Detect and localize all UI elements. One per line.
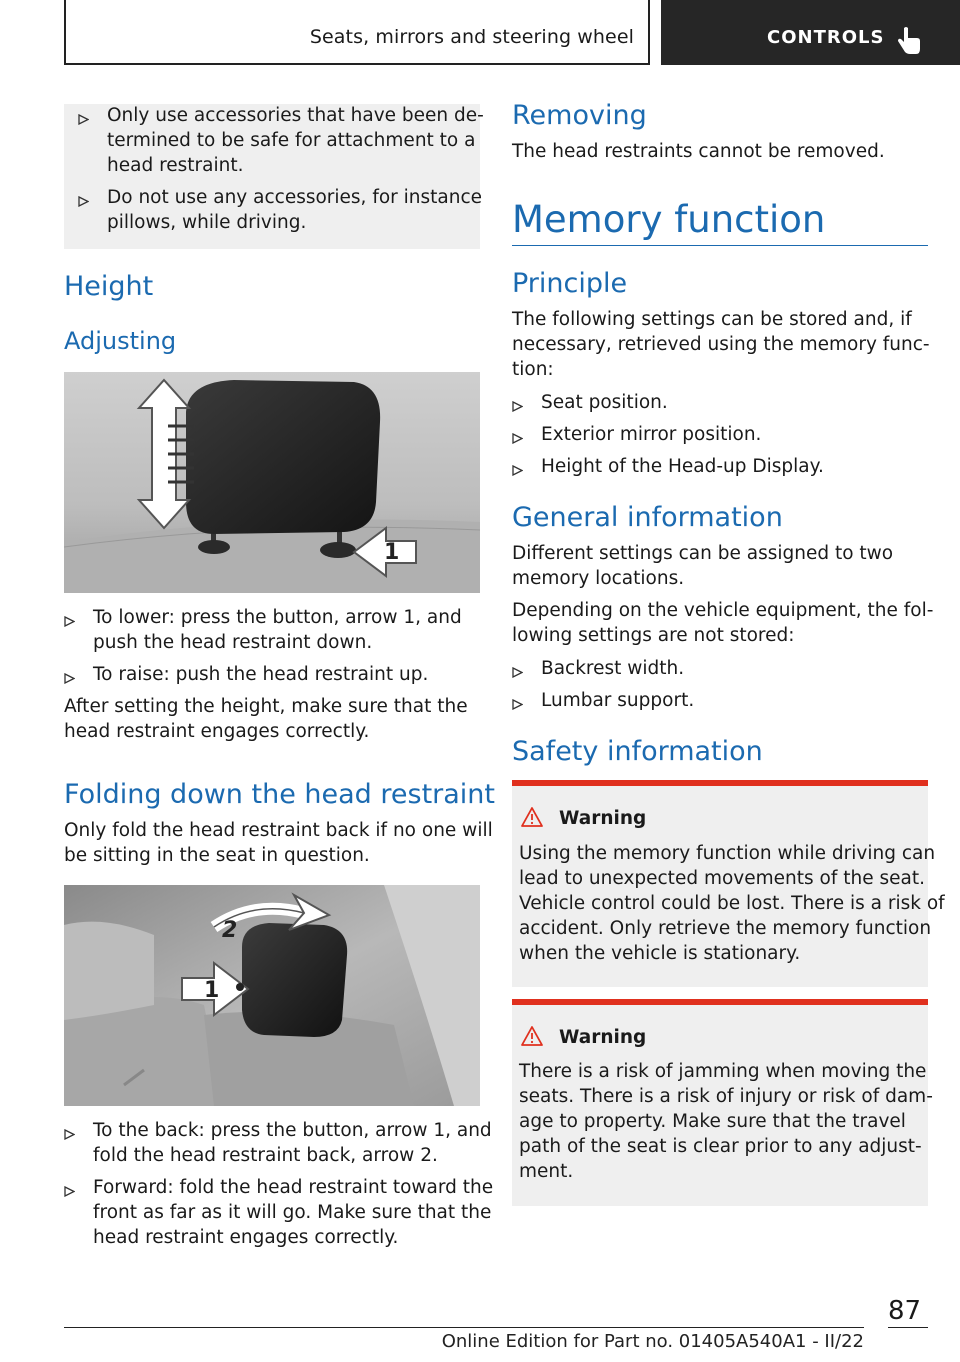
warning-text: There is a risk of jamming when moving the seats. There is a risk of injury or risk of dam- age to property. Make sure that the travel path of the seat is clear prior to any adjust- ment. xyxy=(519,1061,933,1182)
bullet-triangle-icon xyxy=(512,390,530,416)
footer-rule xyxy=(888,1327,928,1328)
removing-heading: Removing xyxy=(512,100,647,131)
bullet-triangle-icon xyxy=(512,454,530,480)
bullet-triangle-icon xyxy=(64,605,82,655)
head-restraint-height-image xyxy=(64,372,480,593)
warning-triangle-icon xyxy=(520,1025,544,1047)
list-item: To lower: press the button, arrow 1, and push the head restraint down. xyxy=(64,605,462,655)
list-item: Do not use any accessories, for instance pillows, while driving. xyxy=(78,185,482,235)
bullet-triangle-icon xyxy=(78,185,96,235)
heading-rule xyxy=(512,245,928,246)
bullet-triangle-icon xyxy=(512,688,530,714)
warning-text: Using the memory function while driving can lead to unexpected movements of the seat. Vehicle control could be lost. There is a risk of accident. Only retrieve the memory function when the vehicle is stationary. xyxy=(519,843,945,964)
header-chapter-title: CONTROLS xyxy=(767,27,885,48)
image-label-2: 2 xyxy=(222,918,238,943)
list-item: Backrest width. xyxy=(512,656,684,682)
bullet-triangle-icon xyxy=(64,1118,82,1168)
pointing-hand-icon xyxy=(896,26,922,56)
list-item: Height of the Head-up Display. xyxy=(512,454,824,480)
list-item: Seat position. xyxy=(512,390,668,416)
general-information-heading: General information xyxy=(512,502,783,533)
principle-heading: Principle xyxy=(512,268,628,299)
list-item: Lumbar support. xyxy=(512,688,694,714)
bullet-triangle-icon xyxy=(64,662,82,688)
list-item: To raise: push the head restraint up. xyxy=(64,662,428,688)
general-text-1: Different settings can be assigned to two memory locations. xyxy=(512,543,894,589)
header-section-tab xyxy=(64,0,650,65)
list-item: Only use accessories that have been de- termined to be safe for attachment to a head restraint. xyxy=(78,103,484,178)
header-section-title: Seats, mirrors and steering wheel xyxy=(309,26,634,48)
principle-text: The following settings can be stored and, if necessary, retrieved using the memory func- tion: xyxy=(512,309,930,380)
height-heading: Height xyxy=(64,271,154,302)
bullet-triangle-icon xyxy=(512,422,530,448)
bullet-triangle-icon xyxy=(64,1175,82,1250)
footer-edition: Online Edition for Part no. 01405A540A1 - II/22 xyxy=(441,1331,864,1352)
image-label-1: 1 xyxy=(204,978,220,1003)
removing-text: The head restraints cannot be removed. xyxy=(512,141,885,162)
list-item: Exterior mirror position. xyxy=(512,422,761,448)
head-restraint-folding-image xyxy=(64,885,480,1106)
folding-heading: Folding down the head restraint xyxy=(64,779,495,810)
warning-triangle-icon xyxy=(520,806,544,828)
memory-function-heading: Memory function xyxy=(512,198,826,241)
safety-information-heading: Safety information xyxy=(512,736,763,767)
bullet-triangle-icon xyxy=(78,103,96,178)
list-item: Forward: fold the head restraint toward the front as far as it will go. Make sure that the head restraint engages correctly. xyxy=(64,1175,493,1250)
general-text-2: Depending on the vehicle equipment, the fol- lowing settings are not stored: xyxy=(512,600,934,646)
adjust-note: After setting the height, make sure that the head restraint engages correctly. xyxy=(64,696,468,742)
list-item: To the back: press the button, arrow 1, and fold the head restraint back, arrow 2. xyxy=(64,1118,492,1168)
adjusting-heading: Adjusting xyxy=(64,327,177,355)
page-number: 87 xyxy=(888,1296,922,1326)
folding-text: Only fold the head restraint back if no one will be sitting in the seat in question. xyxy=(64,820,493,866)
image-label-1: 1 xyxy=(384,540,400,565)
warning-title: Warning xyxy=(559,1027,647,1048)
warning-title: Warning xyxy=(559,808,647,829)
footer-rule xyxy=(64,1327,864,1328)
bullet-triangle-icon xyxy=(512,656,530,682)
